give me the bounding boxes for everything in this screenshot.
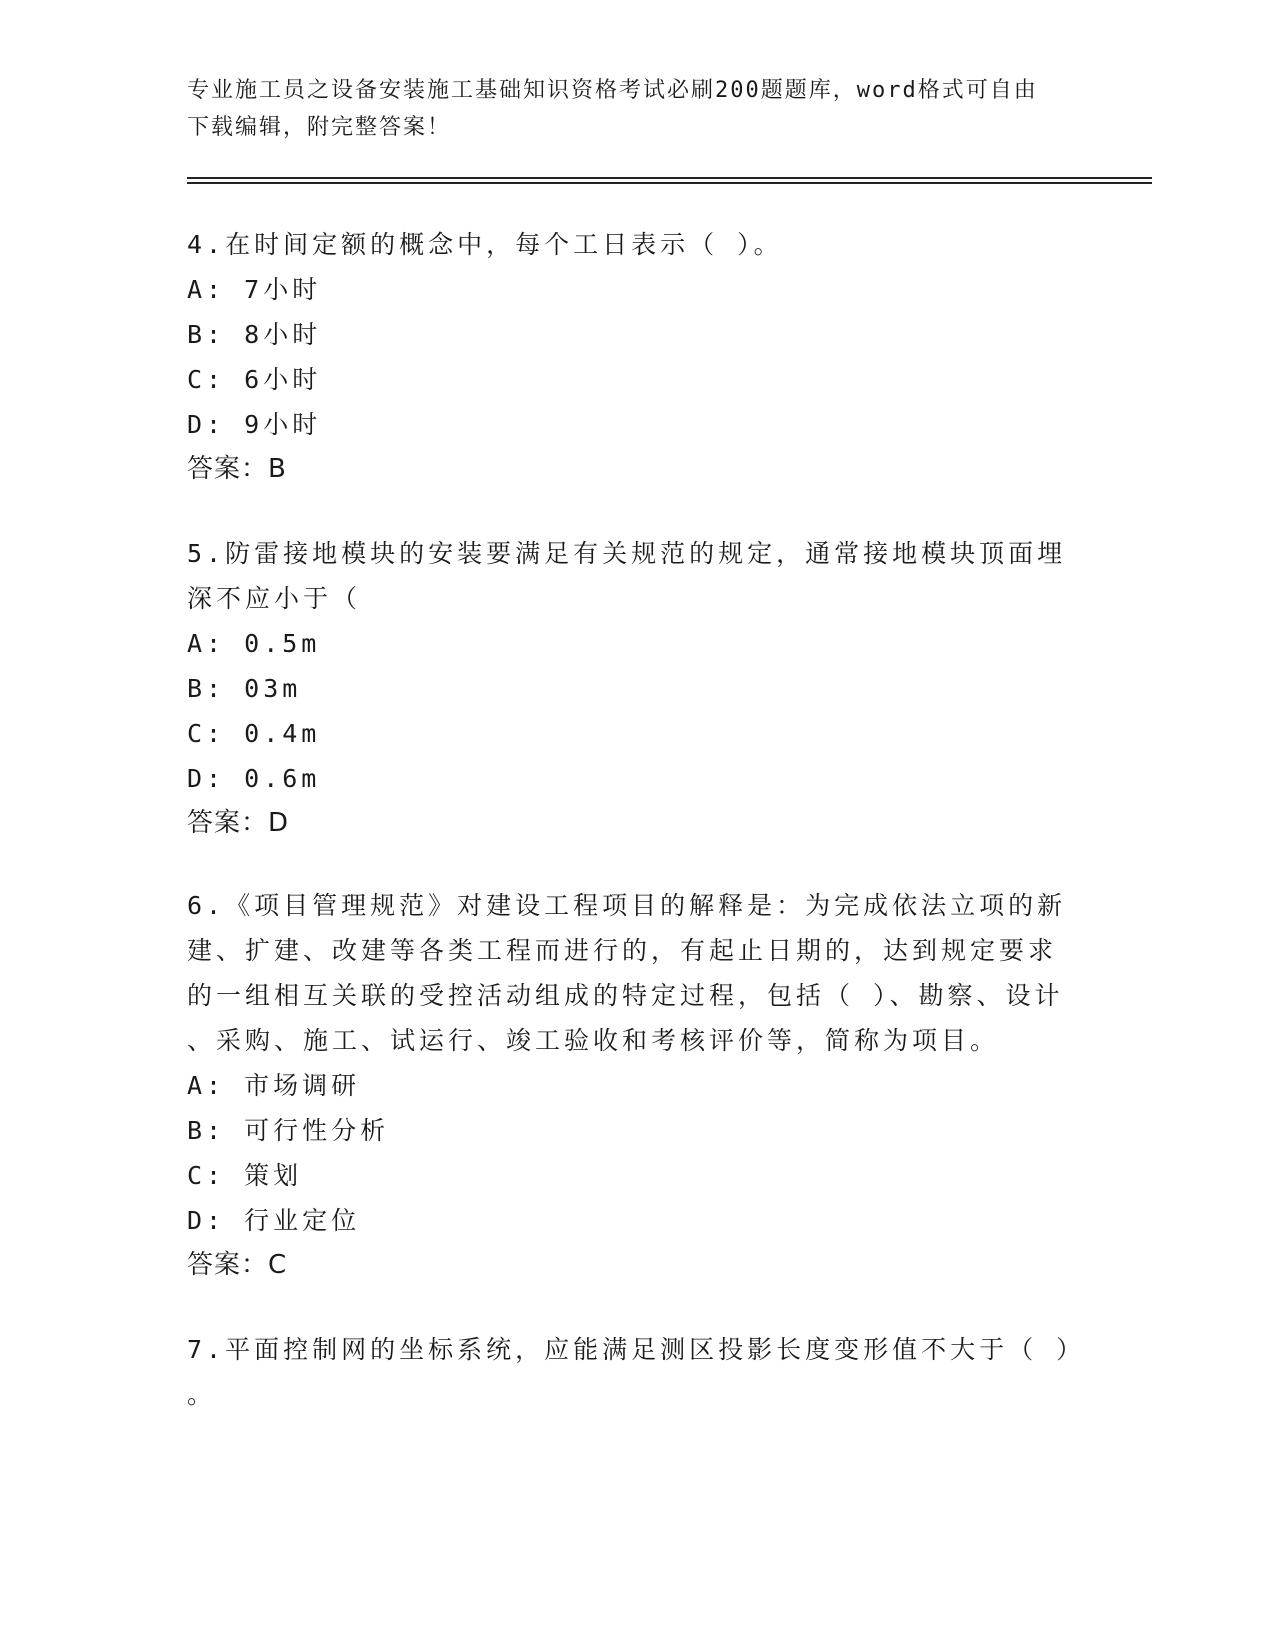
question-stem: 6.《项目管理规范》对建设工程项目的解释是：为完成依法立项的新 [187, 891, 1067, 920]
header-divider-thin [187, 182, 1152, 184]
option-c: C: 策划 [187, 1161, 303, 1190]
answer: 答案：C [187, 1250, 288, 1280]
question-stem: 5.防雷接地模块的安装要满足有关规范的规定，通常接地模块顶面埋 [187, 539, 1067, 568]
option-d: D: 0.6m [187, 764, 321, 793]
question-4 [187, 222, 1077, 492]
question-stem: 建、扩建、改建等各类工程而进行的，有起止日期的，达到规定要求 [187, 936, 1058, 965]
option-b: B: 8小时 [187, 320, 322, 349]
answer: 答案：B [187, 454, 287, 484]
question-stem: 、采购、施工、试运行、竣工验收和考核评价等，简称为项目。 [187, 1026, 1000, 1055]
question-stem: 的一组相互关联的受控活动组成的特定过程，包括（ ）、勘察、设计 [187, 981, 1064, 1010]
answer: 答案：D [187, 808, 290, 838]
option-d: D: 行业定位 [187, 1206, 361, 1235]
option-a: A: 市场调研 [187, 1071, 361, 1100]
question-6 [187, 883, 1077, 1288]
question-5 [187, 531, 1077, 846]
option-c: C: 0.4m [187, 719, 321, 748]
question-stem: 4.在时间定额的概念中，每个工日表示（ ）。 [187, 230, 783, 259]
option-a: A: 0.5m [187, 629, 321, 658]
question-stem: 。 [187, 1380, 217, 1409]
option-b: B: 03m [187, 674, 302, 703]
header-divider-thick [187, 177, 1152, 179]
question-stem: 深不应小于（ [187, 584, 362, 613]
option-a: A: 7小时 [187, 275, 322, 304]
option-b: B: 可行性分析 [187, 1116, 390, 1145]
header-line-2: 下载编辑，附完整答案！ [187, 115, 452, 140]
header-line-1: 专业施工员之设备安装施工基础知识资格考试必刷200题题库，word格式可自由 [187, 78, 1038, 103]
question-stem: 7.平面控制网的坐标系统，应能满足测区投影长度变形值不大于（ ） [187, 1335, 1086, 1364]
document-header [187, 72, 1067, 146]
option-d: D: 9小时 [187, 410, 322, 439]
option-c: C: 6小时 [187, 365, 322, 394]
question-7 [187, 1327, 1086, 1417]
